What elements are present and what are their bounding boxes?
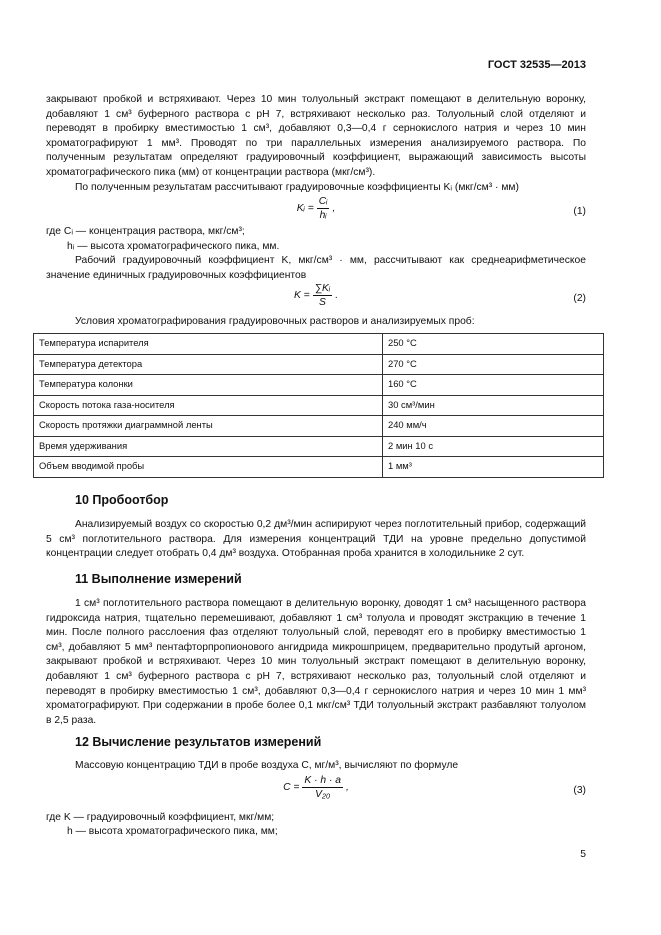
where-line: hᵢ — высота хроматографического пика, мм. xyxy=(67,241,280,252)
numerator: Cᵢ xyxy=(318,196,328,207)
parameter-value: 240 мм/ч xyxy=(383,416,604,437)
denominator: S xyxy=(319,297,326,308)
section-heading: 10 Пробоотбор xyxy=(75,493,169,507)
parameter-name: Скорость потока газа-носителя xyxy=(34,395,383,416)
numerator: ∑Kᵢ xyxy=(314,283,331,294)
parameter-value: 160 °C xyxy=(383,375,604,396)
table-row xyxy=(34,457,604,478)
paragraph: закрывают пробкой и встряхивают. Через 10 мин толуольный экстракт помещают в делительную воронку, добавляют 1 см³ буферного раствора с pH 7, встряхивают несколько раз. Толуольный слой отделяют и переводят в пробирку вместимостью 1 см³, добавляют 0,3—0,4 г сернокислого натрия и через 10 мин хроматографируют 1 мм³. Проводят по три параллельных измерения анализируемого раствора. По полученным результатам определяют градуировочный коэффициент, выражающий зависимость высоты хроматографического пика (мм) от концентрации раствора (мкг/см³). xyxy=(46,94,586,178)
parameter-value: 2 мин 10 с xyxy=(383,436,604,457)
formula-tail: , xyxy=(332,203,336,215)
formula-2 xyxy=(46,282,586,318)
parameter-name: Температура колонки xyxy=(34,375,383,396)
table-row xyxy=(34,375,604,396)
where-line: где Cᵢ — концентрация раствора, мкг/см³; xyxy=(46,226,245,237)
formula-lhs: C = xyxy=(283,782,300,794)
formula-lhs: Kᵢ = xyxy=(296,203,314,215)
parameter-value: 30 см³/мин xyxy=(383,395,604,416)
paragraph: По полученным результатам рассчитывают градуировочные коэффициенты Kᵢ (мкг/см³ · мм) xyxy=(75,182,519,193)
parameter-value: 270 °C xyxy=(383,354,604,375)
formula-3 xyxy=(46,774,586,810)
formula-tail: , xyxy=(346,782,349,794)
parameter-name: Температура испарителя xyxy=(34,334,383,355)
formula-number: (2) xyxy=(573,293,586,304)
formula-lhs: K = xyxy=(293,290,310,302)
table-row xyxy=(34,354,604,375)
section-heading: 11 Выполнение измерений xyxy=(75,572,242,586)
formula-tail: . xyxy=(335,290,339,302)
paragraph: Массовую концентрацию ТДИ в пробе воздуха C, мг/м³, вычисляют по формуле xyxy=(75,760,459,771)
where-line: h — высота хроматографического пика, мм; xyxy=(67,826,278,837)
page-number: 5 xyxy=(580,849,586,860)
conditions-table xyxy=(33,333,604,478)
denominator: V₂₀ xyxy=(315,789,331,800)
where-line: где K — градуировочный коэффициент, мкг/мм; xyxy=(46,812,275,823)
formula-number: (1) xyxy=(573,206,586,217)
paragraph: Анализируемый воздух со скоростью 0,2 дм³/мин аспирируют через поглотительный прибор, содержащий 5 см³ поглотительного раствора. Для измерения концентраций ТДИ на уровне предельно допустимой концентрации следует отобрать 0,4 дм³ воздуха. Отобранная проба хранится в холодильнике 2 сут. xyxy=(46,519,586,560)
table-row xyxy=(34,334,604,355)
document-id: ГОСТ 32535—2013 xyxy=(487,59,586,71)
parameter-name: Скорость протяжки диаграммной ленты xyxy=(34,416,383,437)
parameter-name: Время удерживания xyxy=(34,436,383,457)
parameter-value: 1 мм³ xyxy=(383,457,604,478)
denominator: hᵢ xyxy=(319,210,327,221)
parameter-name: Объем вводимой пробы xyxy=(34,457,383,478)
section-heading: 12 Вычисление результатов измерений xyxy=(75,735,322,749)
paragraph: Рабочий градуировочный коэффициент K, мкг/см³ · мм, рассчитывают как среднеарифметическое значение единичных градуировочных коэффициентов xyxy=(46,255,586,281)
paragraph: 1 см³ поглотительного раствора помещают в делительную воронку, доводят 1 см³ насыщенного раствора гидроксида натрия, тщательно перемешивают, добавляют 1 см³ толуола и проводят экстракцию в течение 1 мин. После полного расслоения фаз отделяют толуольный слой, переводят его в пробирку вместимостью 1 см³, добавляют 5 мм³ пентафторпропионового ангидрида микрошприцем, предварительно продутый аргоном, закрывают пробкой и встряхивают. Через 10 мин толуольный экстракт помещают в делительную воронку, добавляют 1 см³ буферного раствора с pH 7, встряхивают несколько раз, толуольный слой отделяют и переводят в пробирку вместимостью 1 см³, добавляют 0,3—0,4 г сернокислого натрия и через 10 мин 1 мм³ хроматографируют. При содержании в пробе более 0,1 мкг/см³ ТДИ толуольный экстракт разбавляют толуолом в 2,5 раза. xyxy=(46,598,586,726)
parameter-value: 250 °C xyxy=(383,334,604,355)
paragraph: Условия хроматографирования градуировочных растворов и анализируемых проб: xyxy=(75,316,475,327)
numerator: K · h · a xyxy=(304,775,342,786)
formula-number: (3) xyxy=(573,785,586,796)
table-row xyxy=(34,436,604,457)
table-row xyxy=(34,395,604,416)
parameter-name: Температура детектора xyxy=(34,354,383,375)
table-row xyxy=(34,416,604,437)
